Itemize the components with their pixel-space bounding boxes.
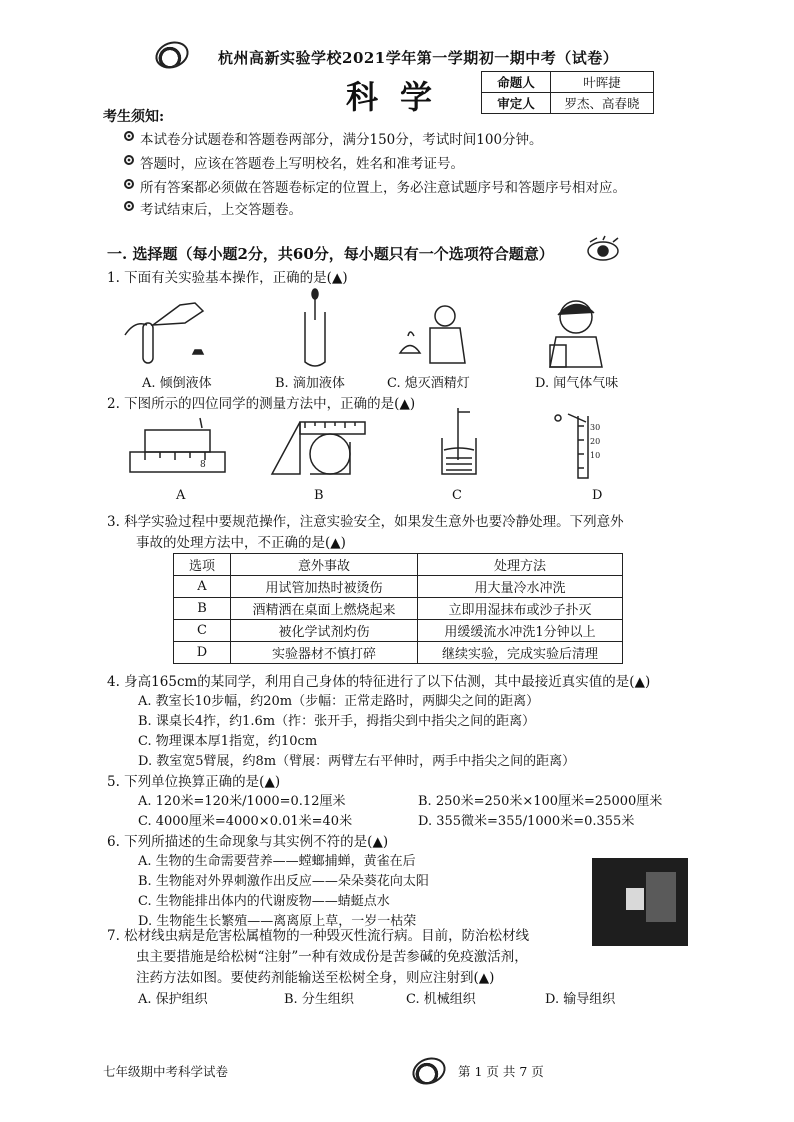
bullet-icon [124, 179, 134, 189]
bullet-icon [124, 131, 134, 141]
smelling-gas-figure [548, 295, 628, 370]
injection-bag-icon [626, 888, 644, 910]
cylinder-mark: 10 [590, 451, 601, 460]
notice-item: 所有答案都必须做在答题卷标定的位置上，务必注意试题序号和答题序号相对应。 [140, 176, 626, 196]
notice-item: 答题时，应该在答题卷上写明校名，姓名和准考证号。 [140, 152, 464, 172]
q5-option-a: A. 120米=120米/1000=0.12厘米 [138, 794, 346, 809]
q2-label-a: A [176, 488, 186, 503]
q1-option-a: A. 倾倒液体 [142, 376, 212, 391]
ruler-measure-figure-a [130, 412, 230, 482]
question-7-line3: 注药方法如图。要使药剂能输送至松树全身，则应注射到(▲) [136, 970, 495, 986]
dropping-liquid-figure [300, 290, 330, 370]
table-row [174, 620, 623, 642]
question-3-stem-line2: 事故的处理方法中，不正确的是(▲) [136, 535, 346, 551]
page-number: 第 1 页 共 7 页 [458, 1064, 544, 1079]
q2-label-c: C [452, 488, 462, 503]
school-logo-icon [152, 37, 193, 73]
question-2-stem: 2. 下图所示的四位同学的测量方法中，正确的是(▲) [107, 396, 416, 412]
q1-option-c: C. 熄灭酒精灯 [387, 376, 470, 391]
cylinder-mark: 30 [590, 423, 601, 432]
footer-logo-icon [409, 1053, 450, 1089]
table-cell: 被化学试剂灼伤 [231, 620, 418, 642]
table-cell: 酒精洒在桌面上燃烧起来 [231, 598, 418, 620]
table-cell: 用试管加热时被烫伤 [231, 576, 418, 598]
table-cell: D [174, 642, 231, 664]
reviewer-names: 罗杰、高春晓 [551, 93, 654, 114]
subject-title: 科学 [346, 78, 455, 116]
table-header-row [174, 554, 623, 576]
q1-option-b: B. 滴加液体 [275, 376, 345, 391]
table-cell: 用缓缓流水冲洗1分钟以上 [418, 620, 623, 642]
bullet-icon [124, 201, 134, 211]
ruler-mark: 8 [200, 460, 206, 470]
table-row [174, 576, 623, 598]
question-3-stem-line1: 3. 科学实验过程中要规范操作，注意实验安全，如果发生意外也要冷静处理。下列意外 [107, 514, 624, 530]
q7-option-d: D. 输导组织 [545, 992, 616, 1007]
table-cell: 用大量冷水冲洗 [418, 576, 623, 598]
question-7-line2: 虫主要措施是给松树“注射”一种有效成份是苦参碱的免疫激活剂， [136, 949, 528, 965]
tree-injection-photo [592, 858, 688, 946]
q6-option-d: D. 生物能生长繁殖——离离原上草，一岁一枯荣 [138, 914, 417, 929]
table-header-cell: 意外事故 [231, 554, 418, 576]
bullet-icon [124, 155, 134, 165]
footer-left: 七年级期中考科学试卷 [103, 1064, 229, 1079]
q6-option-a: A. 生物的生命需要营养——螳螂捕蝉，黄雀在后 [138, 854, 416, 869]
accident-table [173, 553, 623, 664]
section-title: 一. 选择题（每小题2分，共60分，每小题只有一个选项符合题意） [107, 245, 554, 263]
alcohol-lamp-figure [390, 298, 470, 368]
pouring-liquid-figure [125, 295, 215, 365]
setter-label: 命题人 [482, 72, 551, 93]
q2-label-b: B [314, 488, 324, 503]
q7-option-b: B. 分生组织 [284, 992, 354, 1007]
q7-option-a: A. 保护组织 [138, 992, 208, 1007]
thermometer-beaker-figure-c [440, 408, 480, 478]
q4-option-c: C. 物理课本厚1指宽，约10cm [138, 734, 318, 749]
setter-table [481, 71, 654, 114]
question-5-stem: 5. 下列单位换算正确的是(▲) [107, 774, 281, 790]
notice-item: 本试卷分试题卷和答题卷两部分，满分150分，考试时间100分钟。 [140, 128, 543, 148]
q5-option-c: C. 4000厘米=4000×0.01米=40米 [138, 814, 353, 829]
setter-name: 叶晖捷 [551, 72, 654, 93]
q6-option-b: B. 生物能对外界刺激作出反应——朵朵葵花向太阳 [138, 874, 429, 889]
table-row [174, 642, 623, 664]
table-row [174, 598, 623, 620]
table-cell: A [174, 576, 231, 598]
q1-option-d: D. 闻气体气味 [535, 376, 619, 391]
triangle-ruler-figure-b [270, 412, 370, 482]
q7-option-c: C. 机械组织 [406, 992, 476, 1007]
q4-option-a: A. 教室长10步幅，约20m（步幅：正常走路时，两脚尖之间的距离） [138, 694, 540, 709]
graduated-cylinder-figure-d [548, 412, 618, 482]
question-6-stem: 6. 下列所描述的生命现象与其实例不符的是(▲) [107, 834, 389, 850]
q6-option-c: C. 生物能排出体内的代谢废物——蜻蜓点水 [138, 894, 390, 909]
table-header-cell: 处理方法 [418, 554, 623, 576]
q2-label-d: D [592, 488, 603, 503]
table-cell: 继续实验，完成实验后清理 [418, 642, 623, 664]
table-cell: B [174, 598, 231, 620]
q5-option-d: D. 355微米=355/1000米=0.355米 [418, 814, 635, 829]
cylinder-mark: 20 [590, 437, 601, 446]
table-header-cell: 选项 [174, 554, 231, 576]
notice-title: 考生须知: [103, 109, 165, 125]
table-cell: 实验器材不慎打碎 [231, 642, 418, 664]
question-4-stem: 4. 身高165cm的某同学，利用自己身体的特征进行了以下估测，其中最接近真实值的是(▲) [107, 674, 651, 690]
school-title: 杭州高新实验学校2021学年第一学期初一期中考（试卷） [218, 49, 619, 67]
reviewer-label: 审定人 [482, 93, 551, 114]
question-7-line1: 7. 松材线虫病是危害松属植物的一种毁灭性流行病。目前，防治松材线 [107, 928, 530, 944]
table-cell: C [174, 620, 231, 642]
q4-option-d: D. 教室宽5臂展，约8m（臂展：两臂左右平伸时，两手中指尖之间的距离） [138, 754, 576, 769]
question-1-stem: 1. 下面有关实验基本操作，正确的是(▲) [107, 270, 348, 286]
table-cell: 立即用湿抹布或沙子扑灭 [418, 598, 623, 620]
notice-item: 考试结束后，上交答题卷。 [140, 198, 302, 218]
eye-icon [585, 236, 625, 266]
q4-option-b: B. 课桌长4拃，约1.6m（拃：张开手，拇指尖到中指尖之间的距离） [138, 714, 536, 729]
q5-option-b: B. 250米=250米×100厘米=25000厘米 [418, 794, 663, 809]
